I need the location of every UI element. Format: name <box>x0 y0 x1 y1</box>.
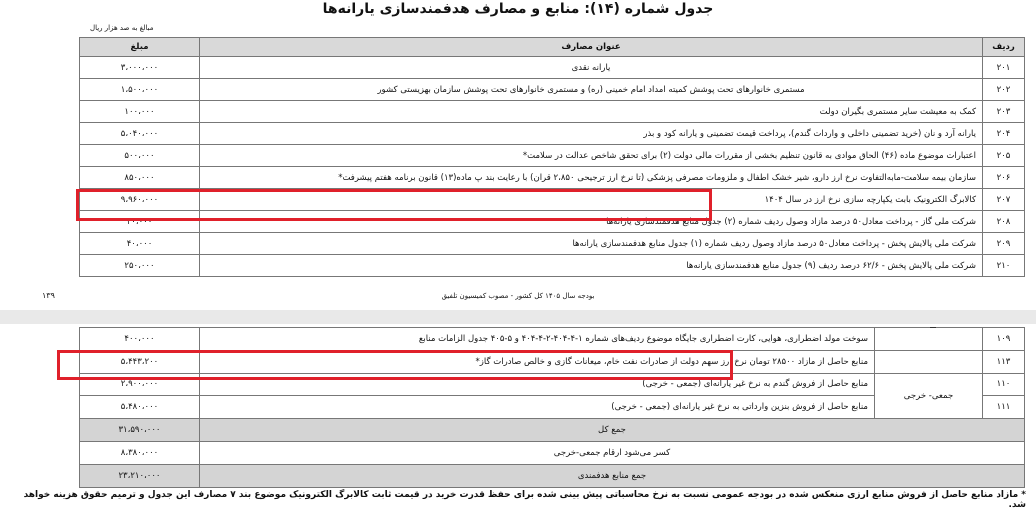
net-total-row <box>80 464 1025 487</box>
net-total-label: جمع منابع هدفمندی <box>200 464 1025 487</box>
table-row-highlighted <box>80 350 1025 373</box>
row-amount: ۱۰۰،۰۰۰ <box>80 101 200 123</box>
row-description: منابع حاصل از فروش گندم به نرخ غیر یارانه‌ای (جمعی - خرجی) <box>200 373 875 396</box>
header-description: عنوان مصارف <box>200 38 983 57</box>
deduction-row <box>80 441 1025 464</box>
page-footer: بودجه سال ۱۴۰۵ کل کشور - مصوب کمیسیون تلفیق <box>441 292 595 300</box>
table-row <box>80 57 1025 79</box>
row-number: ۲۰۴ <box>983 123 1025 145</box>
page-number: ۱۳۹ <box>42 291 55 300</box>
row-number: ۲۰۸ <box>983 211 1025 233</box>
row-number: ۲۰۷ <box>983 189 1025 211</box>
row-number: ۲۱۰ <box>983 255 1025 277</box>
row-number: ۲۰۶ <box>983 167 1025 189</box>
row-description: سازمان بیمه سلامت-مابه‌التفاوت نرخ ارز دارو، شیر خشک اطفال و ملزومات مصرفی پزشکی (تا نرخ ارز ترجیحی ۲،۸۵۰ قران) با رعایت بند پ ماده(۱۳) قانون برنامه هفتم پیشرفت* <box>200 167 983 189</box>
header-amount: مبلغ <box>80 38 200 57</box>
row-amount: ۱،۵۰۰،۰۰۰ <box>80 79 200 101</box>
row-amount: ۵،۰۴۰،۰۰۰ <box>80 123 200 145</box>
total-amount: ۳۱،۵۹۰،۰۰۰ <box>80 419 200 442</box>
row-number: ۲۰۲ <box>983 79 1025 101</box>
row-description: یارانه نقدی <box>200 57 983 79</box>
row-amount: ۹،۹۶۰،۰۰۰ <box>80 189 200 211</box>
footnote: * مازاد منابع حاصل از فروش منابع ارزی منعکس شده در بودجه عمومی نسبت به نرخ محاسباتی پیش بینی شده برای حفظ قدرت خرید در قیمت ثابت کالابرگ الکترونیک موضوع بند ۷ مصارف این جدول و ترمیم حقوق هزینه خواهد شد. <box>23 490 1026 510</box>
group-cell <box>875 350 983 373</box>
row-number: ۲۰۱ <box>983 57 1025 79</box>
page-separator <box>0 310 1036 324</box>
row-number: ۲۰۵ <box>983 145 1025 167</box>
page-title: جدول شماره (۱۴): منابع و مصارف هدفمندسازی یارانه‌ها <box>322 1 714 17</box>
row-description: اعتبارات موضوع ماده (۴۶) الحاق موادی به قانون تنظیم بخشی از مقررات مالی دولت (۲) برای تحقق شاخص عدالت در سلامت* <box>200 145 983 167</box>
row-description: مستمری خانوارهای تحت پوشش کمیته امداد امام خمینی (ره) و مستمری خانوارهای تحت پوشش سازمان بهزیستی کشور <box>200 79 983 101</box>
row-amount: ۳،۰۰۰،۰۰۰ <box>80 57 200 79</box>
row-description: یارانه آرد و نان (خرید تضمینی داخلی و واردات گندم)، پرداخت قیمت تضمینی و یارانه کود و بذر <box>200 123 983 145</box>
group-label: جمعی- خرجی <box>875 373 983 419</box>
table-mark <box>930 327 936 328</box>
table-row <box>80 145 1025 167</box>
table-row <box>80 79 1025 101</box>
row-description: سوخت مولد اضطراری، هوایی، کارت اضطراری جایگاه موضوع ردیف‌های شماره ۱-۴-۴۰۴-۲-۴-۴۰۴ و ۵-۴۰۵ جدول الزامات منابع <box>200 328 875 351</box>
table-row <box>80 123 1025 145</box>
table-row <box>80 211 1025 233</box>
resources-table <box>79 327 1025 488</box>
row-amount: ۴۰،۰۰۰ <box>80 233 200 255</box>
row-description: منابع حاصل از فروش بنزین وارداتی به نرخ غیر یارانه‌ای (جمعی - خرجی) <box>200 396 875 419</box>
row-amount: ۵۰۰،۰۰۰ <box>80 145 200 167</box>
deduction-label: کسر می‌شود ارقام جمعی-خرجی <box>200 441 1025 464</box>
table-row <box>80 167 1025 189</box>
net-total-amount: ۲۳،۲۱۰،۰۰۰ <box>80 464 200 487</box>
row-number: ۱۱۱ <box>983 396 1025 419</box>
row-number: ۱۰۹ <box>983 328 1025 351</box>
row-number: ۱۱۰ <box>983 373 1025 396</box>
total-row <box>80 419 1025 442</box>
table-row <box>80 233 1025 255</box>
row-amount: ۴۰۰،۰۰۰ <box>80 328 200 351</box>
deduction-amount: ۸،۳۸۰،۰۰۰ <box>80 441 200 464</box>
unit-note: مبالغ به صد هزار ریال <box>90 24 154 32</box>
table-row <box>80 255 1025 277</box>
row-amount: ۲۵۰،۰۰۰ <box>80 255 200 277</box>
row-description: کالابرگ الکترونیک بابت یکپارچه سازی نرخ ارز در سال ۱۴۰۴ <box>200 189 983 211</box>
row-number: ۲۰۹ <box>983 233 1025 255</box>
row-description: شرکت ملی گاز - پرداخت معادل۵۰ درصد مازاد وصول ردیف شماره (۲) جدول منابع هدفمندسازی یارانه‌ها <box>200 211 983 233</box>
row-amount: ۵،۴۸۰،۰۰۰ <box>80 396 200 419</box>
table-row-highlighted <box>80 189 1025 211</box>
header-row-number: ردیف <box>983 38 1025 57</box>
row-description: منابع حاصل از مازاد ۲۸۵۰۰ تومان نرخ ارز سهم دولت از صادرات نفت خام، میعانات گازی و خالص صادرات گاز* <box>200 350 875 373</box>
group-cell <box>875 328 983 351</box>
row-amount: ۴۰،۰۰۰ <box>80 211 200 233</box>
row-amount: ۵،۴۴۳،۲۰۰ <box>80 350 200 373</box>
row-amount: ۲،۹۰۰،۰۰۰ <box>80 373 200 396</box>
row-amount: ۸۵۰،۰۰۰ <box>80 167 200 189</box>
table-row <box>80 328 1025 351</box>
row-number: ۲۰۳ <box>983 101 1025 123</box>
row-number: ۱۱۳ <box>983 350 1025 373</box>
table-row <box>80 101 1025 123</box>
expenditures-table <box>79 37 1025 277</box>
row-description: شرکت ملی پالایش پخش - ۶۲/۶ درصد ردیف (۹) جدول منابع هدفمندسازی یارانه‌ها <box>200 255 983 277</box>
row-description: شرکت ملی پالایش پخش - پرداخت معادل۵۰ درصد مازاد وصول ردیف شماره (۱) جدول منابع هدفمندسازی یارانه‌ها <box>200 233 983 255</box>
table-row <box>80 373 1025 396</box>
total-label: جمع کل <box>200 419 1025 442</box>
row-description: کمک به معیشت سایر مستمری بگیران دولت <box>200 101 983 123</box>
